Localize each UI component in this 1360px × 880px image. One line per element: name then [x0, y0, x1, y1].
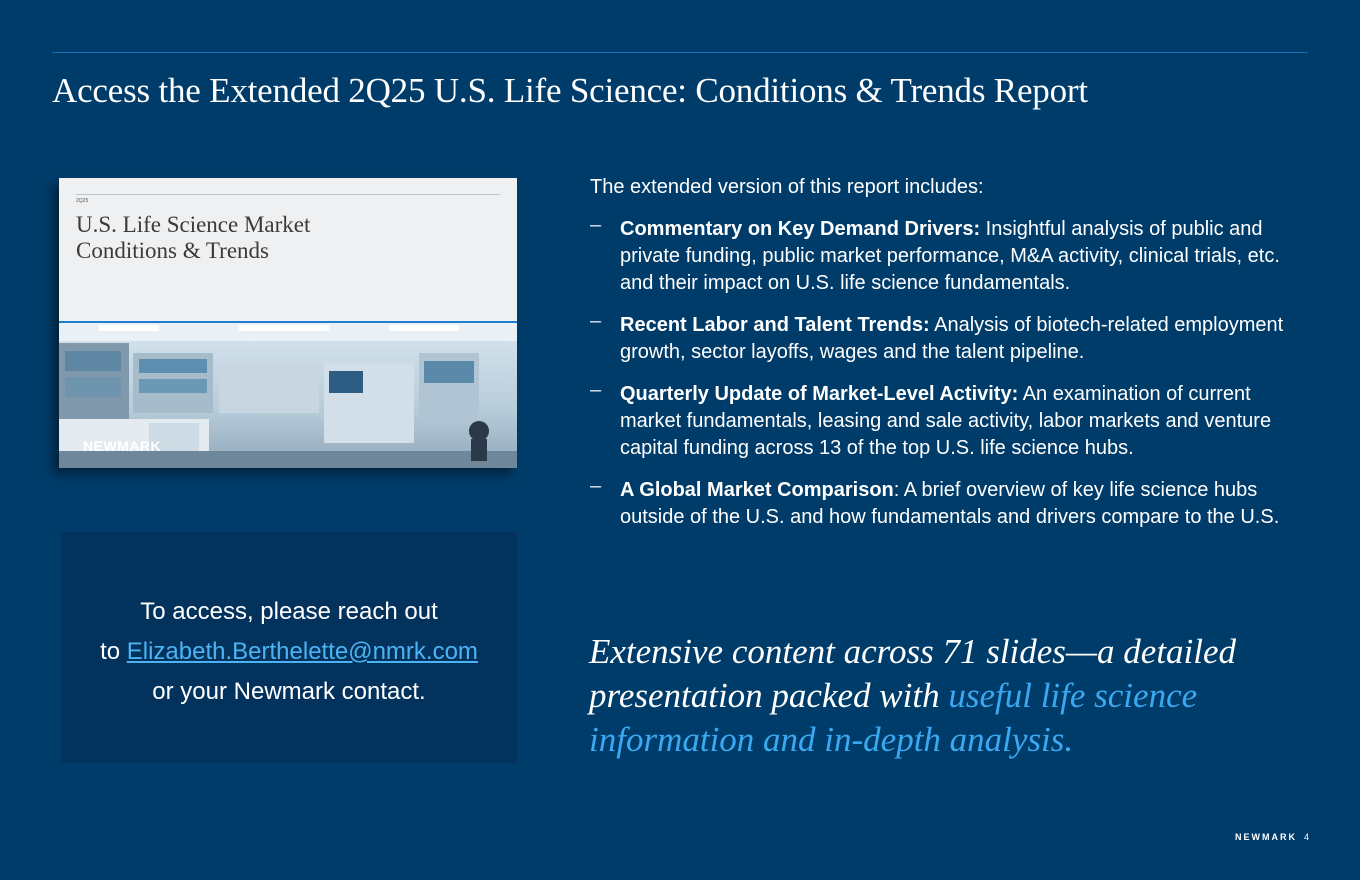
- access-instructions: [61, 592, 517, 712]
- access-to-prefix: to: [100, 638, 127, 665]
- cover-title-line1: U.S. Life Science Market: [76, 212, 311, 237]
- bullet-text: Analysis of biotech-related employment growth, sector layoffs, wages and the talent pipeline.: [620, 314, 1284, 363]
- bullet-text: : A brief overview of key life science hubs outside of the U.S. and how fundamentals and drivers compare to the U.S.: [620, 479, 1280, 528]
- report-contents: [590, 174, 1290, 546]
- cover-divider: [76, 194, 500, 195]
- bullet-heading: A Global Market Comparison: [620, 479, 894, 501]
- page-number: 4: [1304, 832, 1310, 842]
- cover-title: [76, 212, 376, 264]
- bullet-text: An examination of current market fundamentals, leasing and sale activity, labor markets and venture capital funding across 13 of the top U.S. life science hubs.: [620, 383, 1272, 459]
- cover-title-line2: Conditions & Trends: [76, 238, 269, 263]
- bullet-heading: Recent Labor and Talent Trends:: [620, 314, 930, 336]
- list-item: [590, 381, 1290, 462]
- contents-list: [590, 216, 1290, 531]
- list-item: [590, 216, 1290, 297]
- dash-bullet: –: [590, 475, 602, 497]
- bullet-text: Insightful analysis of public and private funding, public market performance, M&A activity, clinical trials, etc. and their impact on U.S. life science fundamentals.: [620, 218, 1280, 294]
- bullet-heading: Commentary on Key Demand Drivers:: [620, 218, 981, 240]
- dash-bullet: –: [590, 379, 602, 401]
- dash-bullet: –: [590, 214, 602, 236]
- access-line3: or your Newmark contact.: [152, 678, 426, 705]
- list-item: [590, 312, 1290, 366]
- newmark-logo: NEWMARK: [83, 438, 162, 454]
- tagline-text: Extensive content across 71 slides—a detailed presentation packed with: [589, 632, 1237, 715]
- access-line1: To access, please reach out: [140, 598, 438, 625]
- title-divider: [52, 52, 1308, 53]
- tagline-highlight: useful life science information and in-depth analysis.: [589, 676, 1198, 759]
- list-item: [590, 477, 1290, 531]
- footer-brand: NEWMARK: [1235, 832, 1297, 842]
- promo-tagline: [589, 630, 1309, 762]
- report-cover-image: [59, 178, 517, 468]
- access-contact-box: [61, 532, 517, 763]
- slide-title: Access the Extended 2Q25 U.S. Life Science: Conditions & Trends Report: [52, 71, 1088, 110]
- dash-bullet: –: [590, 310, 602, 332]
- contents-intro: The extended version of this report includes:: [590, 176, 984, 198]
- contact-email-link[interactable]: Elizabeth.Berthelette@nmrk.com: [126, 638, 478, 665]
- bullet-heading: Quarterly Update of Market-Level Activity:: [620, 383, 1019, 405]
- cover-period-tag: 2Q25: [76, 198, 89, 204]
